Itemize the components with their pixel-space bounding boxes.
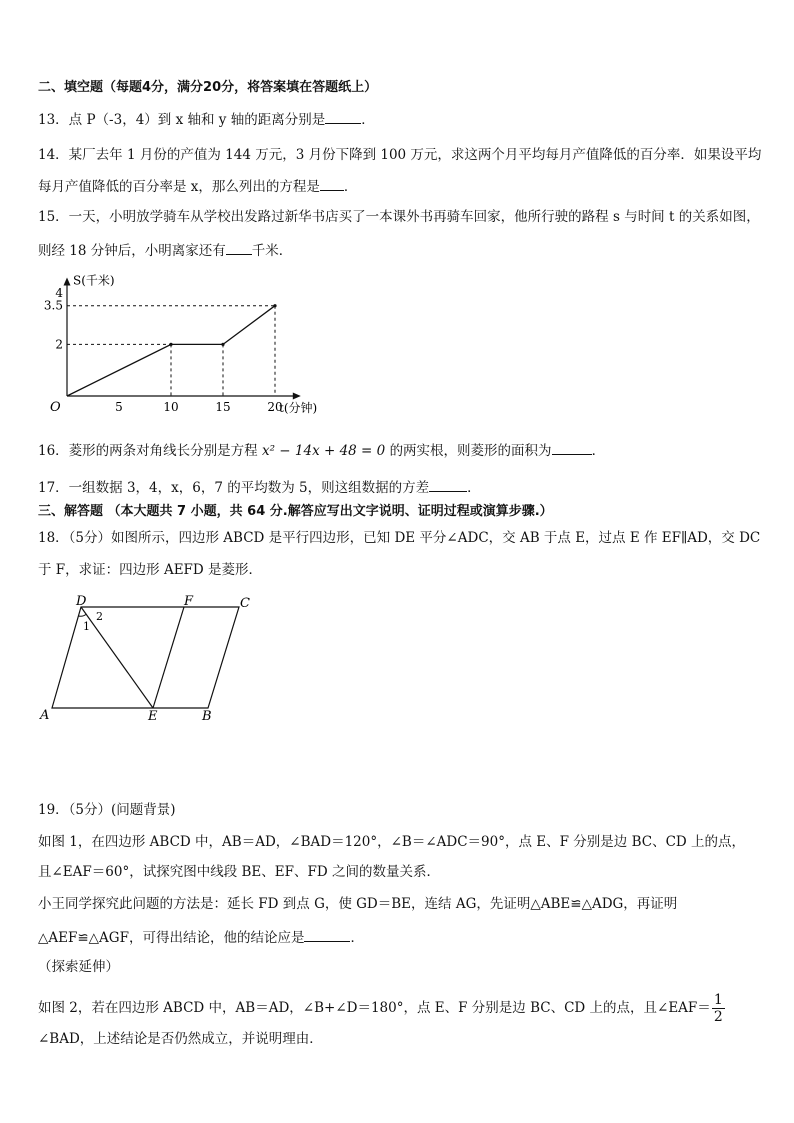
q19-line5: △AEF≌△AGF，可得出结论，他的结论应是 <box>38 930 305 946</box>
q17-answer-blank[interactable] <box>429 478 467 492</box>
q19-line3: 且∠EAF＝60°，试探究图中线段 BE、EF、FD 之间的数量关系． <box>38 864 440 880</box>
label-angle-2: 2 <box>96 610 103 623</box>
q14-line2: 每月产值降低的百分率是 x，那么列出的方程是 <box>38 179 320 195</box>
q19-line6: （探索延伸） <box>38 959 119 975</box>
label-F: F <box>184 594 194 609</box>
y-tick-label: 2 <box>55 337 63 352</box>
segment-DE <box>81 607 153 708</box>
section3-heading: 三、解答题 （本大题共 7 小题，共 64 分.解答应写出文字说明、证明过程或演算步骤.） <box>38 504 553 519</box>
q15-answer-blank[interactable] <box>226 241 252 255</box>
data-point <box>221 343 224 346</box>
q14-line1: 14．某厂去年 1 月份的产值为 144 万元，3 月份下降到 100 万元，求这两个月平均每月产值降低的百分率．如果设平均 <box>38 147 762 163</box>
angle-arc <box>79 614 87 616</box>
origin-label: O <box>50 400 61 415</box>
q16-answer-blank[interactable] <box>552 441 592 455</box>
question-19-line5 <box>38 928 364 947</box>
q15-end: 千米． <box>251 243 293 259</box>
q19-line5-end: ． <box>350 930 364 946</box>
y-axis-arrow <box>64 277 71 285</box>
q14-end: ． <box>343 179 358 195</box>
question-16 <box>38 441 605 460</box>
q15-line2: 则经 18 分钟后，小明离家还有 <box>38 243 226 259</box>
q19-answer-blank[interactable] <box>304 928 350 942</box>
section2-heading: 二、填空题（每题4分，满分20分，将答案填在答题纸上） <box>38 80 378 95</box>
x-tick-label: 20 <box>267 400 283 414</box>
q16-text-before: 16．菱形的两条对角线长分别是方程 <box>38 443 258 459</box>
fraction-numerator: 1 <box>713 992 723 1008</box>
y-tick-label: 3.5 <box>43 298 63 313</box>
question-17 <box>38 478 481 497</box>
question-15-line2 <box>38 241 292 260</box>
question-19-line7 <box>38 992 726 1025</box>
q19-line7: 如图 2，若在四边形 ABCD 中，AB＝AD，∠B+∠D＝180°，点 E、F 分别是边 BC、CD 上的点，且∠EAF＝ <box>38 1000 711 1016</box>
q14-answer-blank[interactable] <box>320 177 344 191</box>
q16-end: ． <box>591 443 606 459</box>
label-A: A <box>40 708 50 723</box>
q17-end: ． <box>467 480 481 496</box>
label-B: B <box>202 709 212 724</box>
q19-line4: 小王同学探究此问题的方法是：延长 FD 到点 G，使 GD＝BE，连结 AG，先证明△ABE≌△ADG，再证明 <box>38 896 678 912</box>
fraction-one-half <box>712 992 725 1025</box>
parallelogram-figure <box>38 592 268 724</box>
fraction-denominator: 2 <box>713 1009 723 1025</box>
x-axis-arrow <box>293 393 301 400</box>
q17-text: 17．一组数据 3，4，x，6，7 的平均数为 5，则这组数据的方差 <box>38 480 430 496</box>
q18-line2: 于 F，求证：四边形 AEFD 是菱形． <box>38 562 263 578</box>
q19-line2: 如图 1，在四边形 ABCD 中，AB＝AD，∠BAD＝120°，∠B＝∠ADC＝90°，点 E、F 分别是边 BC、CD 上的点， <box>38 834 746 850</box>
label-C: C <box>240 596 250 611</box>
data-point <box>169 343 172 346</box>
q15-line1: 15．一天，小明放学骑车从学校出发路过新华书店买了一本课外书再骑车回家，他所行驶的路程 s 与时间 t 的关系如图， <box>38 209 760 225</box>
q13-text: 13．点 P（-3，4）到 x 轴和 y 轴的距离分别是 <box>38 112 326 128</box>
question-14-line2 <box>38 177 357 196</box>
q13-answer-blank[interactable] <box>325 110 361 124</box>
x-axis-label: t(分钟) <box>279 401 318 415</box>
q19-line1: 19．（5分）(问题背景) <box>38 802 176 818</box>
parallelogram-ABCD <box>52 607 239 708</box>
q19-line8: ∠BAD，上述结论是否仍然成立，并说明理由． <box>38 1031 323 1047</box>
question-13 <box>38 110 375 129</box>
x-tick-label: 15 <box>215 400 231 414</box>
q18-line1: 18．（5分）如图所示，四边形 ABCD 是平行四边形，已知 DE 平分∠ADC，交 AB 于点 E，过点 E 作 EF∥AD，交 DC <box>38 530 761 546</box>
q16-equation: x² − 14x + 48 = 0 <box>261 443 386 459</box>
y-tick-label: 4 <box>55 285 63 300</box>
y-axis-label: S(千米) <box>73 273 115 288</box>
x-tick-label: 5 <box>115 400 123 414</box>
data-point <box>273 304 276 307</box>
segment-EF <box>153 607 184 708</box>
q16-text-after: 的两实根，则菱形的面积为 <box>389 443 552 459</box>
x-tick-label: 10 <box>163 400 179 414</box>
label-angle-1: 1 <box>83 620 90 633</box>
label-E: E <box>148 709 158 724</box>
label-D: D <box>76 594 87 609</box>
distance-time-chart <box>40 272 340 422</box>
q13-end: ． <box>361 112 375 128</box>
